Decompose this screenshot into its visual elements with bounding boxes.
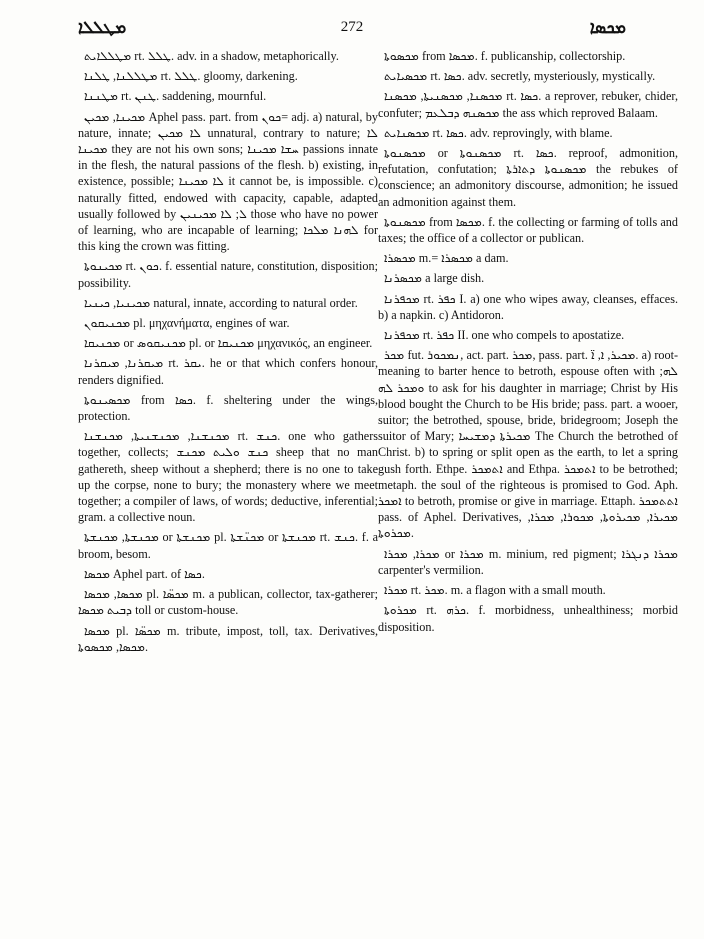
dictionary-entry: ܡܟܦܪܢܐ rt. ܟܦܪ I. a) one who wipes away, cleanses, effaces. b) a napkin. c) Antidoron. bbox=[378, 291, 678, 322]
dictionary-entry: ܡܟܢܫܬܐ, ܡܟܢܫܬܐ or ܡܟܢܫܬܐ pl. ܡܟܢ̈ܫܬܐ or ܡܟܢܫܬܐ rt. ܟܢܫ. f. a broom, besom. bbox=[78, 530, 378, 561]
dictionary-entry: ܡܟܢܝܩܘܢ pl. μηχανήματα, engines of war. bbox=[84, 316, 290, 331]
dictionary-entry: ܡܟܪ fut. ܢܡܟܘܪ, act. part. ܡܟܪ, pass. part. ܡܟܝܪ, ܐ, ܐ̈. a) root-meaning to barter hence to betroth, espouse often with ܠܗ; ܘܡܟܪ ܠܗ to ask for his daughter in marriage; Christ by His blood bought the Church to be His bride; pass. part. a wooer, suitor; the betrothed, spouse, bride, bridegroom; Joseph the suitor of Mary; ܡܟܝܪܬܐ ܕܡܫܝܚܐ The Church the betrothed of Christ. b) to spring or split open as the earth, to let a spring gush forth. Ethpe. ܐܬܡܟܪ and Ethpa. ܐܬܡܟܪ to be betrothed; metaph. the soul of the righteous is promised to God. Aph. ܐܡܟܪ to betroth, promise or give in marriage. Ettaph. ܐܬܬܡܟܪ pass. of Aphel. Derivatives, ܡܟܝܪܐ, ܡܟܝܪܘܬܐ, ܡܟܘܪܐ, ܡܟܪܐ, ܡܟܪܘܬܐ. bbox=[378, 348, 678, 541]
dictionary-entry: ܡܟܣܢܘܬܐ from ܡܟܣܐ. f. the collecting or farming of tolls and taxes; the office of a collector or publican. bbox=[378, 214, 678, 246]
dictionary-entry: ܡܟܣܪܐ m.= ܡܟܣܪܐ a dam. bbox=[384, 251, 509, 266]
right-column bbox=[378, 48, 678, 928]
dictionary-entry: ܡܟܪܐ, ܡܟܪܐ or ܡܟܪܐ m. minium, red pigment; ܡܟܪܐ ܕܢܓܪܐ carpenter's vermilion. bbox=[378, 546, 678, 577]
dictionary-entry: ܡܟܪܘܬܐ rt. ܟܪܗ. f. morbidness, unhealthiness; morbid disposition. bbox=[378, 603, 678, 634]
dictionary-entry: ܡܟܢܫܢܐ, ܡܟܢܫܢܝܬܐ, ܡܟܢܫܢܐ rt. ܟܢܫ. one who gathers together, collects; ܟܢܫ ܘܠܝܬ ܡܟܢܫ sheep that no man gathereth, sheep without a shepherd; there is no one to take up the corpse, none to bury; the monastery where we meet together; a compiler of laws, of words; deductive, inferential; gram. a collective noun. bbox=[78, 429, 378, 525]
dictionary-entry: ܡܟܣܪܢܐ a large dish. bbox=[384, 271, 485, 286]
dictionary-entry: ܡܛܠܠܢܐ, ܛܠܢܐ rt. ܛܠܠ. gloomy, darkening. bbox=[84, 69, 298, 84]
dictionary-entry: ܡܟܣܐ Aphel part. of ܟܣܐ. bbox=[84, 566, 205, 581]
dictionary-entry: ܡܟܝܢܐ, ܡܟܝܢ Aphel pass. part. from ܟܘܢ= adj. a) natural, by nature, innate; ܠܐ ܡܟܝܢ unnatural, contrary to nature; ܠܐ ܡܟܝܢܐ they are not his own sons; ܚܫܐ ܡܟܝܢܐ passions innate in the flesh, the natural passions of the flesh. b) existing, in existence, possible; ܠܐ ܡܟܝܢܐ it cannot be, is impossible. c) naturally fitted, endowed with capacity, capable, adapted usually followed by ܠ; ܠܐ ܡܟܝܢܝܢ those who have no power of learning, who are incapable of learning; ܠܗܢܐ ܡܠܟܐ for this king the crown was fitting. bbox=[78, 109, 378, 254]
dictionary-entry: ܡܟܣܝܢܘܬܐ from ܟܣܐ. f. sheltering under the wings, protection. bbox=[78, 392, 378, 424]
running-header bbox=[78, 16, 626, 42]
dictionary-entry: ܡܟܢܝܩܐ or ܡܟܢܝܩܘܣ pl. or ܡܟܢܝܩܐ μηχανικός, an engineer. bbox=[84, 336, 373, 351]
dictionary-entry: ܡܟܝܢܝܐ, ܟܝܢܝܐ natural, innate, according to natural order. bbox=[84, 295, 358, 310]
dictionary-entry: ܡܟܣܐ, ܡܟܣܐ pl. ܡܟܣ̈ܐ m. a publican, collector, tax-gatherer; ܕܒܝܬ ܡܟܣܐ toll or custom-house. bbox=[78, 587, 378, 618]
dictionary-entry: ܡܟܦܪܢܐ rt. ܟܦܪ II. one who compels to apostatize. bbox=[384, 328, 625, 343]
dictionary-entry: ܡܟܣܢܘܬܐ or ܡܟܣܢܘܬܐ rt. ܟܣܐ. reproof, admonition, refutation, confutation; ܡܟܣܢܘܬܐ ܕܬܐܪܬܐ the rebukes of conscience; an admonitory discourse, admonition; he issued an admonition against them. bbox=[378, 146, 678, 209]
dictionary-entry: ܡܝܩܪܢܐ, ܡܝܩܪܢܐ rt. ܝܩܪ. he or that which confers honour, renders dignified. bbox=[78, 356, 378, 387]
dictionary-entry: ܡܟܝܢܘܬܐ rt. ܟܘܢ. f. essential nature, constitution, disposition; possibility. bbox=[78, 259, 378, 290]
dictionary-entry: ܡܟܣܝܐܝܬ rt. ܟܣܐ. adv. secretly, mysteriously, mystically. bbox=[384, 69, 656, 84]
dictionary-entry: ܡܟܣܢܐܝܬ rt. ܟܣܐ. adv. reprovingly, with blame. bbox=[384, 125, 613, 140]
dictionary-entry: ܡܟܣܘܬܐ from ܡܟܣܐ. f. publicanship, collectorship. bbox=[384, 49, 626, 63]
dictionary-entry: ܡܛܢܢܐ rt. ܛܢܢ. saddening, mournful. bbox=[84, 89, 267, 104]
dictionary-entry: ܡܟܪܐ rt. ܡܟܪ. m. a flagon with a small mouth. bbox=[384, 583, 606, 598]
dictionary-entry: ܡܟܣܐ pl. ܡܟܣ̈ܐ m. tribute, impost, toll, tax. Derivatives, ܡܟܣܐ, ܡܟܣܘܬܐ. bbox=[78, 623, 378, 654]
left-running-head: ܡܛܠܠܐ bbox=[78, 18, 127, 38]
left-column bbox=[78, 48, 378, 928]
dictionary-entry: ܡܟܣܢܐ, ܡܟܣܢܝܬܐ, ܡܟܣܢܐ rt. ܟܣܐ. a reprover, rebuker, chider, confuter; ܡܟܣܢܗ ܕܒܠܥܡ the ass which reproved Balaam. bbox=[378, 89, 678, 120]
dictionary-entry: ܡܛܠܠܐܝܬ rt. ܛܠܠ. adv. in a shadow, metaphorically. bbox=[84, 49, 339, 63]
page-number: 272 bbox=[340, 19, 364, 35]
right-running-head: ܡܟܣܐ bbox=[589, 18, 626, 38]
